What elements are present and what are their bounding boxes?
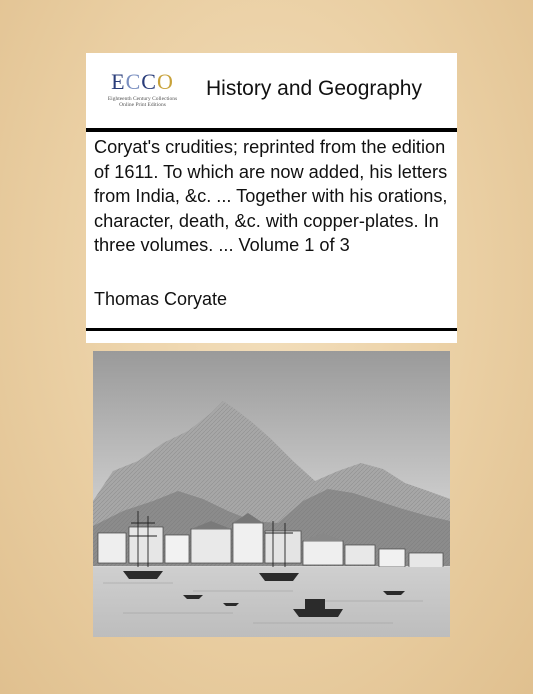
- book-title: Coryat's crudities; reprinted from the edition of 1611. To which are now added, his letters from India, &c. ... Together with his orations, character, death, &c. with copper-plates. In three volumes. ... Volume 1 of 3: [94, 137, 448, 255]
- series-title: History and Geography: [206, 77, 422, 100]
- ecco-logo-mark: ECCO: [111, 68, 174, 94]
- harbor-engraving-image: [93, 351, 450, 637]
- ecco-logo: [86, 53, 199, 126]
- ecco-logo-subtitle: Eighteenth Century Collections Online Print Editions: [107, 95, 178, 108]
- top-rule: [86, 128, 457, 132]
- book-author: Thomas Coryate: [94, 289, 228, 309]
- bottom-rule: [86, 328, 457, 331]
- cover-label-panel: [86, 53, 457, 343]
- harbor-engraving-svg: [93, 351, 450, 637]
